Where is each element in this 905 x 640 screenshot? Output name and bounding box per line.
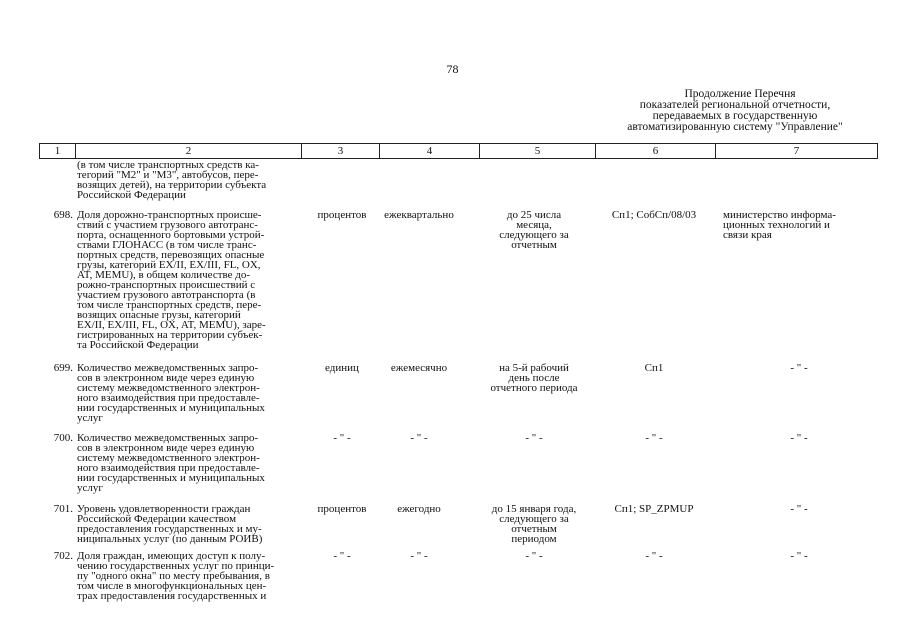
executor-line: - " -	[790, 550, 808, 562]
indicator-name-line: том числе транспортных средств, пере-	[77, 299, 262, 311]
form-code-line: Сп1	[644, 362, 664, 374]
deadline	[479, 363, 589, 393]
row-number: 702.	[53, 550, 73, 562]
row-number: 698.	[53, 209, 73, 221]
indicator-name-line: рожно-транспортных происшествий с	[77, 279, 256, 291]
indicator-name-line: Доля граждан, имеющих доступ к полу-	[77, 550, 266, 562]
unit-of-measure-line: - " -	[333, 550, 351, 562]
row-number: 700.	[53, 432, 73, 444]
deadline-line: отчетным	[511, 239, 557, 251]
deadline-line: день после	[508, 372, 560, 384]
indicator-name-line: Российской Федерации качеством	[77, 513, 237, 525]
deadline	[479, 504, 589, 544]
indicator-name-line: нии государственных и муниципальных	[77, 402, 265, 414]
indicator-name-line: ного взаимодействия при предоставле-	[77, 392, 260, 404]
row-number: 699.	[53, 362, 73, 374]
unit-of-measure-line: - " -	[333, 432, 351, 444]
periodicity-line: ежегодно	[397, 503, 441, 515]
indicator-name	[77, 160, 299, 200]
deadline-line: периодом	[511, 533, 557, 545]
indicator-name-line: услуг	[77, 482, 103, 494]
table-row	[39, 160, 877, 208]
executor-line: - " -	[790, 503, 808, 515]
deadline-line: отчетного периода	[490, 382, 578, 394]
deadline-line: - " -	[525, 432, 543, 444]
periodicity-line: - " -	[410, 432, 428, 444]
column-header: 7	[716, 144, 878, 159]
form-code-line: Сп1; СобСп/08/03	[611, 209, 697, 221]
deadline-line: отчетным	[511, 523, 557, 535]
heading-line: автоматизированную систему "Управление"	[627, 121, 843, 133]
executor	[723, 210, 873, 240]
periodicity	[379, 210, 459, 220]
column-header: 2	[76, 144, 302, 159]
indicator-name-line: сов в электронном виде через единую	[77, 372, 255, 384]
form-code-line: - " -	[645, 432, 663, 444]
table-row	[39, 433, 877, 501]
executor	[735, 504, 863, 514]
executor-line: министерство информа-	[723, 209, 836, 221]
indicator-name-line: возящих детей), на территории субъекта	[77, 179, 267, 191]
indicator-name-line: систему межведомственного электрон-	[77, 382, 260, 394]
indicator-name-line: том числе в многофункциональных цен-	[77, 580, 267, 592]
indicator-name-line: пу "одного окна" по месту пребывания, в	[77, 570, 270, 582]
heading-line: передаваемых в государственную	[652, 110, 818, 122]
executor	[735, 363, 863, 373]
indicator-name-line: предоставления государственных и му-	[77, 523, 262, 535]
indicator-name-line: (в том числе транспортных средств ка-	[77, 159, 259, 171]
column-header: 1	[40, 144, 76, 159]
heading-line: показателей региональной отчетности,	[639, 99, 831, 111]
indicator-name	[77, 210, 299, 350]
periodicity-line: ежеквартально	[384, 209, 454, 221]
indicator-name-line: грузы, категорий EX/II, EX/III, FL, OX,	[77, 259, 261, 271]
indicator-name-line: сов в электронном виде через единую	[77, 442, 255, 454]
indicator-name	[77, 551, 299, 601]
periodicity-line: ежемесячно	[390, 362, 448, 374]
deadline	[479, 433, 589, 443]
column-header: 4	[380, 144, 480, 159]
table-row	[39, 504, 877, 549]
deadline-line: на 5-й рабочий	[499, 362, 569, 374]
deadline	[479, 210, 589, 250]
unit-of-measure	[307, 433, 377, 443]
table-row	[39, 210, 877, 360]
page-number: 78	[446, 62, 459, 76]
indicator-name-line: тегорий "М2" и "М3", автобусов, пере-	[77, 169, 259, 181]
unit-of-measure	[307, 363, 377, 373]
indicator-name-line: участием грузового автотранспорта (в	[77, 289, 256, 301]
form-code-line: Сп1; SP_ZPMUP	[614, 503, 694, 515]
unit-of-measure	[307, 210, 377, 220]
deadline-line: следующего за	[499, 229, 569, 241]
indicator-name	[77, 433, 299, 493]
form-code	[599, 433, 709, 443]
deadline-line: до 25 числа	[506, 209, 562, 221]
periodicity	[379, 551, 459, 561]
periodicity	[379, 433, 459, 443]
indicator-name-line: систему межведомственного электрон-	[77, 452, 260, 464]
form-code-line: - " -	[645, 550, 663, 562]
indicator-name-line: нии государственных и муниципальных	[77, 472, 265, 484]
indicator-name-line: ного взаимодействия при предоставле-	[77, 462, 260, 474]
executor-line: ционных технологий и	[723, 219, 830, 231]
form-code	[599, 551, 709, 561]
periodicity-line: - " -	[410, 550, 428, 562]
indicator-name-line: ствами ГЛОНАСС (в том числе транс-	[77, 239, 257, 251]
indicator-name-line: EX/II, EX/III, FL, OX, AT, MEMU), заре-	[77, 319, 266, 331]
executor-line: связи края	[723, 229, 772, 241]
indicator-name	[77, 363, 299, 423]
periodicity	[379, 504, 459, 514]
deadline	[479, 551, 589, 561]
column-number-header	[39, 143, 878, 159]
unit-of-measure-line: процентов	[317, 503, 367, 515]
executor	[735, 433, 863, 443]
unit-of-measure-line: процентов	[317, 209, 367, 221]
deadline-line: следующего за	[499, 513, 569, 525]
indicator-name-line: чению государственных услуг по принци-	[77, 560, 275, 572]
executor-line: - " -	[790, 432, 808, 444]
indicator-name-line: трах предоставления государственных и	[77, 590, 267, 602]
indicator-name-line: порта, оснащенного бортовыми устрой-	[77, 229, 265, 241]
indicator-name-line: ствий с участием грузового автотранс-	[77, 219, 258, 231]
heading-line: Продолжение Перечня	[684, 88, 796, 100]
indicator-name-line: портных средств, перевозящих опасные	[77, 249, 265, 261]
indicator-name-line: AT, MEMU), в общем количестве до-	[77, 269, 251, 281]
continuation-heading	[600, 89, 870, 133]
form-code	[599, 210, 709, 220]
unit-of-measure-line: единиц	[325, 362, 359, 374]
periodicity	[379, 363, 459, 373]
row-number: 701.	[53, 503, 73, 515]
indicator-name-line: Российской Федерации	[77, 189, 186, 201]
form-code	[599, 504, 709, 514]
indicator-name-line: услуг	[77, 412, 103, 424]
deadline-line: месяца,	[516, 219, 552, 231]
indicator-name-line: возящих опасные грузы, категорий	[77, 309, 241, 321]
executor	[735, 551, 863, 561]
indicator-name-line: ниципальных услуг (по данным РОИВ)	[77, 533, 263, 545]
table-row	[39, 363, 877, 431]
form-code	[599, 363, 709, 373]
indicator-name-line: та Российской Федерации	[77, 339, 199, 351]
indicator-name-line: гистрированных на территории субъек-	[77, 329, 263, 341]
indicator-name-line: Количество межведомственных запро-	[77, 432, 259, 444]
unit-of-measure	[307, 504, 377, 514]
executor-line: - " -	[790, 362, 808, 374]
table-row	[39, 551, 877, 609]
deadline-line: - " -	[525, 550, 543, 562]
column-header: 3	[302, 144, 380, 159]
deadline-line: до 15 января года,	[491, 503, 577, 515]
indicator-name-line: Уровень удовлетворенности граждан	[77, 503, 251, 515]
column-header: 5	[480, 144, 596, 159]
indicator-name-line: Количество межведомственных запро-	[77, 362, 259, 374]
column-header: 6	[596, 144, 716, 159]
indicator-name	[77, 504, 299, 544]
unit-of-measure	[307, 551, 377, 561]
indicator-name-line: Доля дорожно-транспортных происше-	[77, 209, 262, 221]
